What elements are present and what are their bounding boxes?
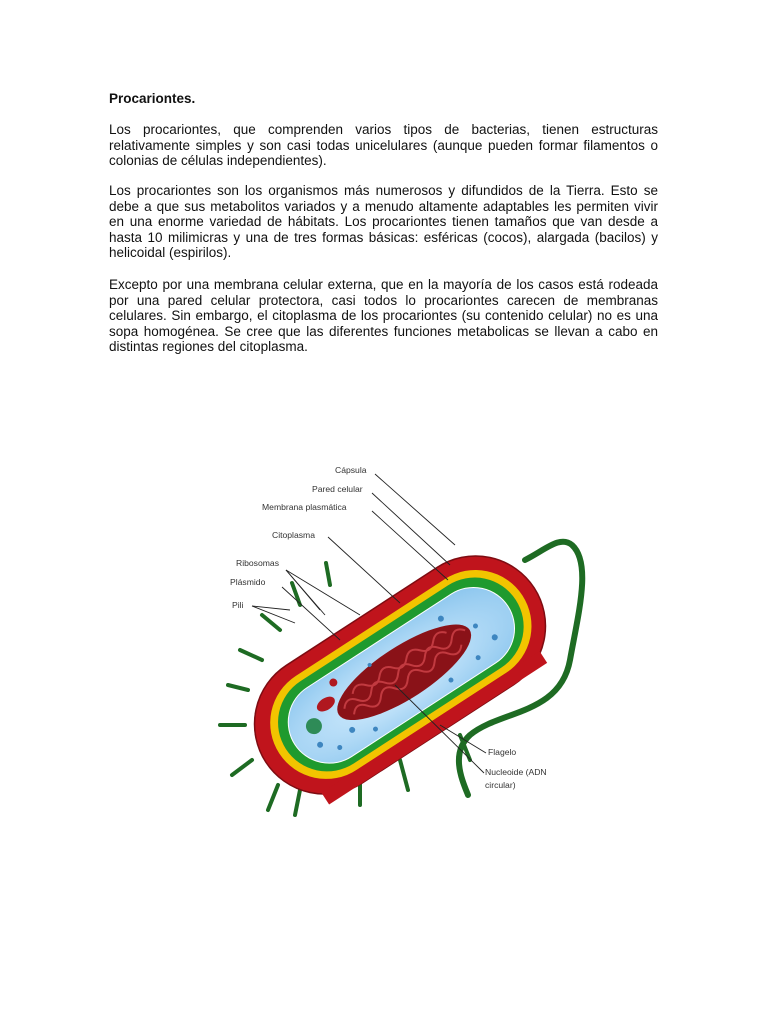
prokaryote-cell-diagram [200, 445, 600, 825]
label-pared-celular: Pared celular [312, 484, 363, 494]
label-pili: Pili [232, 600, 244, 610]
label-citoplasma: Citoplasma [272, 530, 315, 540]
label-flagelo: Flagelo [488, 747, 517, 757]
label-plasmido: Plásmido [230, 577, 266, 587]
paragraph-1: Los procariontes, que comprenden varios tipos de bacterias, tienen estructuras relativamente simples y son casi todas unicelulares (aunque pueden formar filamentos o colonias de células independientes). [109, 122, 658, 169]
paragraph-2: Los procariontes son los organismos más numerosos y difundidos de la Tierra. Esto se debe a que sus metabolitos variados y a menudo altamente adaptables les permiten vivir en una enorme variedad de hábitats. Los procariontes tienen tamaños que van desde a hasta 10 milimicras y una de tres formas básicas: esféricas (cocos), alargada (bacilos) y helicoidal (espirilos). [109, 183, 658, 261]
label-ribosomas: Ribosomas [236, 558, 279, 568]
label-membrana-plasmatica: Membrana plasmática [262, 502, 347, 512]
paragraph-3: Excepto por una membrana celular externa, que en la mayoría de los casos está rodeada por una pared celular protectora, casi todos lo procariontes carecen de membranas celulares. Sin embargo, el citoplasma de los procariontes (su contenido celular) no es una sopa homogénea. Se cree que las diferentes funciones metabolicas se llevan a cabo en distintas regiones del citoplasma. [109, 277, 658, 355]
label-capsula: Cápsula [335, 465, 367, 475]
label-nucleoide-1: Nucleoide (ADN [485, 767, 547, 777]
label-nucleoide-2: circular) [485, 780, 516, 790]
section-heading: Procariontes. [109, 91, 196, 106]
cell-illustration [200, 445, 600, 825]
